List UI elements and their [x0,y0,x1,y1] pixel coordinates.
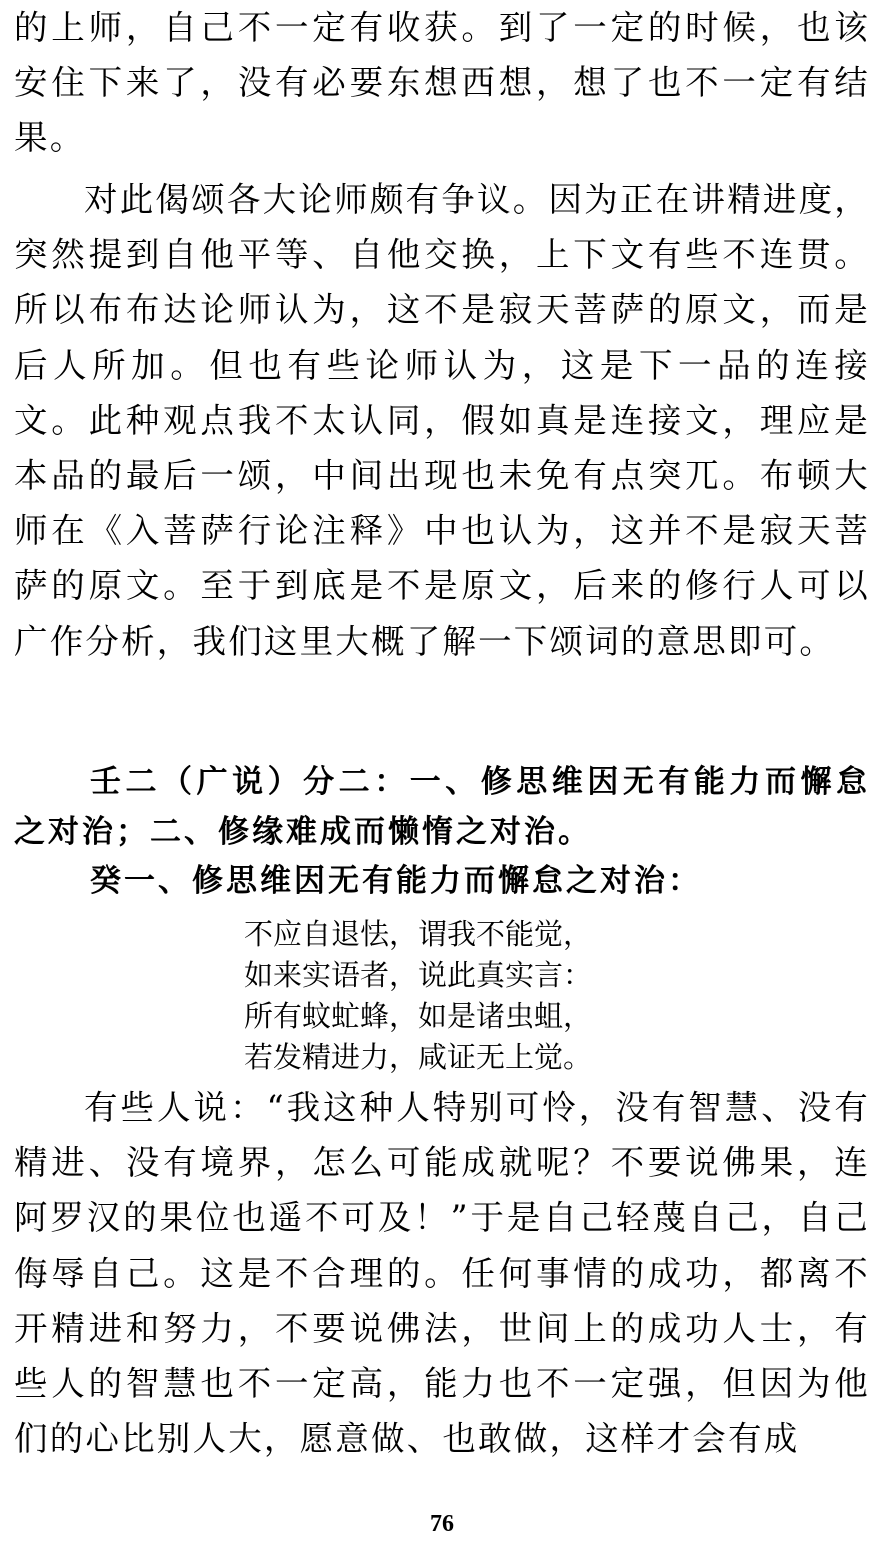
page-number: 76 [430,1511,454,1537]
verse-line: 不应自退怯，谓我不能觉， [244,917,593,951]
verse-block [244,914,592,1078]
paragraph-commentary: 对此偈颂各大论师颇有争议。因为正在讲精进度，突然提到自他平等、自他交换，上下文有些不连贯。所以布布达论师认为，这不是寂天菩萨的原文，而是后人所加。但也有些论师认为，这是下一品的连接文。此种观点我不太认同，假如真是连接文，理应是本品的最后一颂，中间出现也未免有点突兀。布顿大师在《入菩萨行论注释》中也认为，这并不是寂天菩萨的原文。至于到底是不是原文，后来的修行人可以广作分析，我们这里大概了解一下颂词的意思即可。 [14,180,870,661]
verse-line: 若发精进力，咸证无上觉。 [244,1040,593,1074]
paragraph-continuation: 的上师，自己不一定有收获。到了一定的时候，也该安住下来了，没有必要东想西想，想了也不一定有结果。 [14,8,870,158]
section-heading: 壬二（广说）分二：一、修思维因无有能力而懈怠之对治；二、修缘难成而懒惰之对治。 [14,764,870,850]
verse-line: 如来实语者，说此真实言： [244,958,593,992]
verse-line: 所有蚊虻蜂，如是诸虫蛆， [244,999,593,1033]
paragraph-explanation: 有些人说：“我这种人特别可怜，没有智慧、没有精进、没有境界，怎么可能成就呢？不要说佛果，连阿罗汉的果位也遥不可及！”于是自己轻蔑自己，自己侮辱自己。这是不合理的。任何事情的成功，都离不开精进和努力，不要说佛法，世间上的成功人士，有些人的智慧也不一定高，能力也不一定强，但因为他们的心比别人大，愿意做、也敢做，这样才会有成 [14,1088,870,1459]
subsection-heading: 癸一、修思维因无有能力而懈怠之对治： [90,863,702,899]
